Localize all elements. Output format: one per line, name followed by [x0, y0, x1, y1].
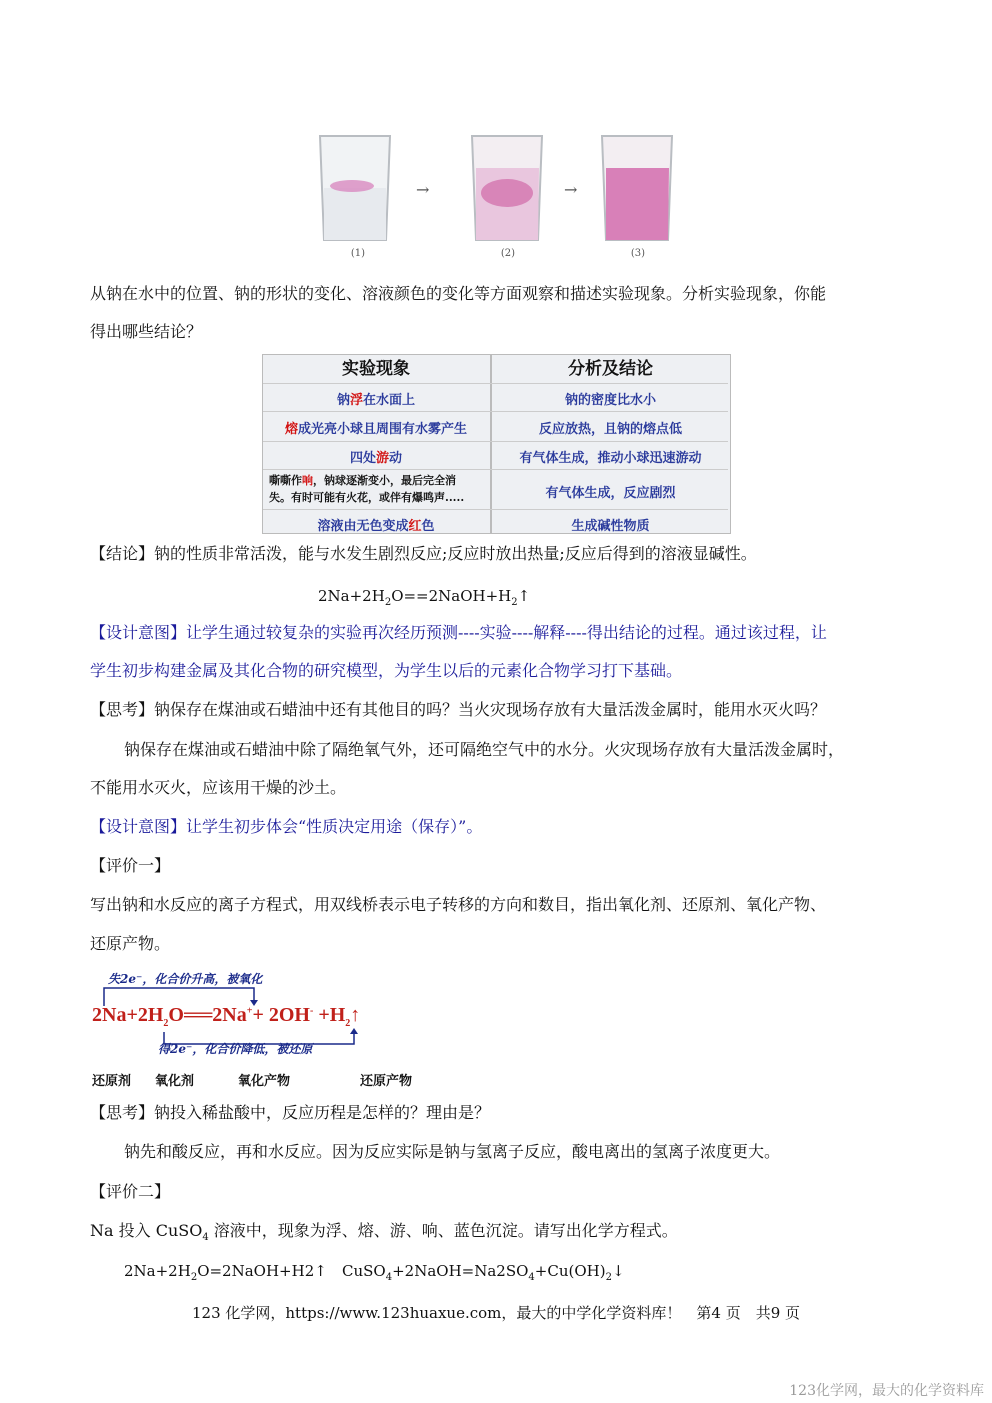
label-reducing-agent: 还原剂 [92, 1074, 132, 1089]
label-oxidizing-agent: 氧化剂 [155, 1074, 195, 1089]
evaluation-1-title: 【评价一】 [90, 856, 171, 875]
table-row [263, 469, 728, 508]
evaluation-1-text: 写出钠和水反应的离子方程式，用双线桥表示电子转移的方向和数目，指出氧化剂、还原剂、氧化产物、 [90, 895, 827, 914]
table-cell-phenomenon: 嘶嘶作响，钠球逐渐变小，最后完全消 失。有时可能有火花，或伴有爆鸣声..... [269, 474, 465, 504]
beaker-3-image [592, 128, 682, 248]
think-answer-2: 钠先和酸反应，再和水反应。因为反应实际是钠与氢离子反应，酸电离出的氢离子浓度更大。 [124, 1142, 781, 1161]
label-reduction-product: 还原产物 [360, 1074, 413, 1089]
arrow-2-icon: → [564, 180, 578, 199]
design-intent-1: 【设计意图】让学生通过较复杂的实验再次经历预测----实验----解释----得出结论的过程。通过该过程，让 [90, 623, 827, 642]
think-question-2: 【思考】钠投入稀盐酸中，反应历程是怎样的？理由是？ [90, 1103, 491, 1122]
equation-cuso4: $CuSO_4+2NaOH=Na2SO_4+Cu(OH)_2↓$ [342, 1262, 625, 1283]
table-cell-conclusion: 有气体生成，推动小球迅速游动 [519, 451, 702, 466]
arrow-1-icon: → [416, 180, 430, 199]
evaluation-2-title: 【评价二】 [90, 1182, 171, 1201]
table-cell-phenomenon: 熔成光亮小球且周围有水雾产生 [284, 422, 468, 437]
table-row [263, 411, 728, 440]
table-cell-conclusion: 有气体生成，反应剧烈 [545, 486, 676, 501]
table-cell-conclusion: 生成碱性物质 [571, 519, 650, 534]
think-answer-1-cont: 不能用水灭火，应该用干燥的沙土。 [90, 778, 347, 797]
table-row [263, 509, 728, 534]
design-intent-2: 【设计意图】让学生初步体会“性质决定用途（保存）”。 [90, 817, 483, 836]
bridge-top-label: 失2e⁻，化合价升高，被氧化 [108, 972, 263, 986]
beaker-3-caption: (3) [630, 248, 646, 259]
table-header-phenomenon: 实验现象 [342, 359, 410, 379]
table-cell-conclusion: 反应放热，且钠的熔点低 [538, 422, 682, 437]
beaker-2-image [462, 128, 552, 248]
think-question-1: 【思考】钠保存在煤油或石蜡油中还有其他目的吗？当火灾现场存放有大量活泼金属时，能用水灭火吗？ [90, 700, 827, 719]
page-footer: 123 化学网，https://www.123huaxue.com，最大的中学化学资料库！ 第4 页 共9 页 [191, 1304, 801, 1322]
table-row [263, 383, 728, 410]
ionic-equation: $2Na+2H_2O══2Na^++ 2OH^-$ $+H_2↑$ [92, 1004, 361, 1029]
beaker-2-caption: (2) [500, 248, 516, 259]
experiment-table [262, 354, 731, 534]
evaluation-1-text-cont: 还原产物。 [90, 934, 171, 953]
table-row [263, 441, 728, 468]
watermark: 123化学网，最大的化学资料库 [789, 1383, 984, 1399]
table-cell-conclusion: 钠的密度比水小 [564, 393, 656, 408]
design-intent-1-cont: 学生初步构建金属及其化合物的研究模型，为学生以后的元素化合物学习打下基础。 [90, 661, 683, 680]
table-cell-phenomenon: 钠浮在水面上 [336, 393, 416, 408]
paragraph-observe-cont: 得出哪些结论？ [90, 322, 203, 341]
label-oxidation-product: 氧化产物 [238, 1074, 291, 1089]
conclusion-text: 【结论】钠的性质非常活泼，能与水发生剧烈反应;反应时放出热量;反应后得到的溶液显碱性。 [90, 544, 757, 563]
equation-na-water: $2Na+2H_2O==2NaOH+H_2↑$ [318, 587, 531, 608]
think-answer-1: 钠保存在煤油或石蜡油中除了隔绝氧气外，还可隔绝空气中的水分。火灾现场存放有大量活泼金属时， [124, 740, 845, 759]
equation-na-water-2: $2Na+2H_2O=2NaOH+H2↑$ [124, 1262, 327, 1283]
evaluation-2-text: Na 投入 CuSO$_4$ 溶液中，现象为浮、熔、游、响、蓝色沉淀。请写出化学方程式。 [90, 1221, 678, 1244]
beaker-1-caption: (1) [350, 248, 366, 259]
table-cell-phenomenon: 溶液由无色变成红色 [317, 519, 435, 534]
beaker-1-image [310, 128, 400, 248]
table-header-conclusion: 分析及结论 [568, 359, 653, 379]
paragraph-observe: 从钠在水中的位置、钠的形状的变化、溶液颜色的变化等方面观察和描述实验现象。分析实验现象，你能 [90, 284, 827, 303]
table-cell-phenomenon: 四处游动 [349, 451, 403, 466]
bridge-bottom-label: 得2e⁻，化合价降低，被还原 [158, 1042, 313, 1056]
